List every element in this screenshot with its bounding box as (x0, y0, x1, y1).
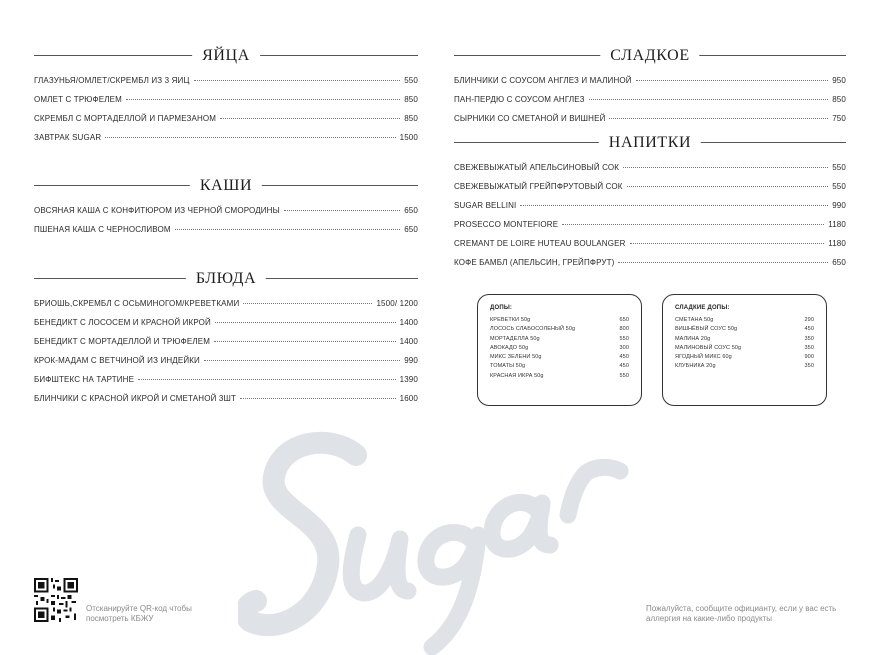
menu-list (34, 76, 418, 152)
item-price: 990 (404, 356, 418, 365)
item-name: БЛИНЧИКИ С КРАСНОЙ ИКРОЙ И СМЕТАНОЙ 3ШТ (34, 394, 236, 403)
item-price: 990 (832, 201, 846, 210)
menu-item (34, 299, 418, 318)
menu-list (454, 163, 846, 277)
addon-row (490, 345, 629, 354)
item-price: 850 (404, 95, 418, 104)
section-header (34, 268, 418, 290)
addons-title: ДОПЫ: (490, 305, 513, 311)
menu-item (34, 95, 418, 114)
item-price: 550 (832, 163, 846, 172)
addon-row (675, 345, 814, 354)
addon-row (490, 373, 629, 382)
item-name: КРОК-МАДАМ С ВЕТЧИНОЙ ИЗ ИНДЕЙКИ (34, 356, 200, 365)
section-title: КАШИ (190, 175, 262, 197)
section-header (454, 132, 846, 154)
addon-price: 550 (619, 335, 629, 342)
item-price: 1500/ 1200 (376, 299, 418, 308)
section-header (34, 45, 418, 67)
addon-row (675, 317, 814, 326)
addon-row (490, 326, 629, 335)
item-name: СЫРНИКИ СО СМЕТАНОЙ И ВИШНЕЙ (454, 114, 606, 123)
menu-item (34, 76, 418, 95)
menu-list (454, 76, 846, 133)
item-price: 950 (832, 76, 846, 85)
item-name: СВЕЖЕВЫЖАТЫЙ ГРЕЙПФРУТОВЫЙ СОК (454, 182, 623, 191)
menu-item (34, 225, 418, 244)
item-price: 850 (832, 95, 846, 104)
section-title: НАПИТКИ (599, 132, 701, 154)
section-title: ЯЙЦА (192, 45, 260, 67)
addon-price: 290 (804, 317, 814, 323)
dot-leader (589, 99, 829, 100)
item-price: 750 (832, 114, 846, 123)
item-name: БИФШТЕКС НА ТАРТИНЕ (34, 375, 135, 384)
addon-name: КРАСНАЯ ИКРА 50g (490, 372, 544, 379)
dot-leader (627, 186, 829, 187)
item-name: ОМЛЕТ С ТРЮФЕЛЕМ (34, 95, 122, 104)
item-name: ПШЕНАЯ КАША С ЧЕРНОСЛИВОМ (34, 225, 171, 234)
item-name: ЗАВТРАК SUGAR (34, 133, 102, 142)
addon-price: 450 (619, 363, 629, 370)
addon-price: 300 (619, 344, 629, 351)
addon-name: ТОМАТЫ 50g (490, 363, 526, 370)
item-name: ОВСЯНАЯ КАША С КОНФИТЮРОМ ИЗ ЧЕРНОЙ СМОРОДИНЫ (34, 206, 280, 215)
item-price: 1180 (828, 220, 846, 229)
addons-box (477, 294, 642, 406)
addon-name: КРЕВЕТКИ 50g (490, 317, 531, 323)
addon-row (675, 336, 814, 345)
dot-leader (243, 303, 372, 304)
menu-item (34, 394, 418, 413)
addon-name: ВИШНЁВЫЙ СОУС 50g (675, 326, 738, 333)
addon-row (675, 326, 814, 335)
dot-leader (618, 262, 828, 263)
dot-leader (284, 210, 400, 211)
addon-name: КЛУБНИКА 20g (675, 363, 716, 370)
menu-item (34, 206, 418, 225)
addon-price: 550 (619, 372, 629, 379)
dot-leader (623, 167, 828, 168)
dot-leader (175, 229, 401, 230)
item-price: 550 (404, 76, 418, 85)
section-header (34, 175, 418, 197)
menu-item (454, 163, 846, 182)
sweet-addons-box (662, 294, 827, 406)
dot-leader (609, 118, 828, 119)
qr-code-icon[interactable] (34, 578, 78, 622)
section-dishes (34, 268, 418, 413)
sweet-addons-title: СЛАДКИЕ ДОПЫ: (675, 305, 730, 311)
section-header (454, 45, 846, 67)
item-price: 1400 (399, 337, 418, 346)
dot-leader (220, 118, 400, 119)
menu-item (454, 201, 846, 220)
item-price: 650 (832, 258, 846, 267)
item-price: 850 (404, 114, 418, 123)
section-eggs (34, 45, 418, 152)
dot-leader (520, 205, 828, 206)
addon-row (490, 363, 629, 372)
dot-leader (630, 243, 825, 244)
addon-price: 650 (619, 317, 629, 323)
item-name: БРИОШЬ,СКРЕМБЛ С ОСЬМИНОГОМ/КРЕВЕТКАМИ (34, 299, 240, 308)
item-name: БЛИНЧИКИ С СОУСОМ АНГЛЕЗ И МАЛИНОЙ (454, 76, 632, 85)
section-title: СЛАДКОЕ (600, 45, 699, 67)
addon-price: 450 (619, 354, 629, 361)
menu-item (454, 239, 846, 258)
section-title: БЛЮДА (186, 268, 266, 290)
dot-leader (138, 379, 396, 380)
addon-name: МАЛИНОВЫЙ СОУС 50g (675, 344, 742, 351)
menu-item (454, 76, 846, 95)
addon-row (675, 363, 814, 372)
item-name: СВЕЖЕВЫЖАТЫЙ АПЕЛЬСИНОВЫЙ СОК (454, 163, 620, 172)
menu-item (34, 114, 418, 133)
dot-leader (240, 398, 396, 399)
item-price: 1400 (399, 318, 418, 327)
addon-row (490, 336, 629, 345)
qr-instruction: Отсканируйте QR-код чтобы посмотреть КБЖУ (86, 604, 192, 623)
addon-price: 900 (804, 354, 814, 361)
section-drinks (454, 132, 846, 277)
item-price: 650 (404, 206, 418, 215)
menu-item (454, 114, 846, 133)
addon-row (490, 354, 629, 363)
item-name: БЕНЕДИКТ С ЛОСОСЕМ И КРАСНОЙ ИКРОЙ (34, 318, 211, 327)
dot-leader (214, 341, 396, 342)
addon-price: 450 (804, 326, 814, 333)
menu-item (454, 182, 846, 201)
item-price: 1600 (399, 394, 418, 403)
dot-leader (105, 137, 395, 138)
item-name: SUGAR BELLINI (454, 201, 517, 210)
menu-item (34, 356, 418, 375)
addon-price: 350 (804, 363, 814, 370)
dot-leader (215, 322, 396, 323)
addon-name: СМЕТАНА 50g (675, 317, 714, 323)
menu-item (454, 258, 846, 277)
menu-item (34, 133, 418, 152)
item-name: ГЛАЗУНЬЯ/ОМЛЕТ/СКРЕМБЛ ИЗ 3 ЯИЦ (34, 76, 190, 85)
dot-leader (204, 360, 400, 361)
menu-item (454, 220, 846, 239)
addon-price: 800 (619, 326, 629, 333)
item-price: 1180 (828, 239, 846, 248)
addon-price: 350 (804, 344, 814, 351)
item-price: 1390 (399, 375, 418, 384)
dot-leader (562, 224, 824, 225)
dot-leader (636, 80, 829, 81)
item-name: CREMANT DE LOIRE HUTEAU BOULANGER (454, 239, 626, 248)
item-name: ПАН-ПЕРДЮ С СОУСОМ АНГЛЕЗ (454, 95, 585, 104)
menu-list (34, 206, 418, 244)
item-price: 550 (832, 182, 846, 191)
addon-price: 350 (804, 335, 814, 342)
section-sweets (454, 45, 846, 133)
dot-leader (194, 80, 401, 81)
addon-name: МИКС ЗЕЛЕНИ 50g (490, 354, 542, 361)
addon-name: ЛОСОСЬ СЛАБОСОЛЕНЫЙ 50g (490, 326, 576, 333)
addon-row (490, 317, 629, 326)
allergy-notice: Пожалуйста, сообщите официанту, если у вас есть аллергия на какие-либо продукты (646, 604, 837, 623)
addon-name: АВОКАДО 50g (490, 344, 529, 351)
item-price: 1500 (399, 133, 418, 142)
section-porridge (34, 175, 418, 244)
addon-row (675, 354, 814, 363)
addon-name: МАЛИНА 20g (675, 335, 711, 342)
item-name: БЕНЕДИКТ С МОРТАДЕЛЛОЙ И ТРЮФЕЛЕМ (34, 337, 211, 346)
menu-item (34, 337, 418, 356)
brand-logo-watermark (238, 415, 648, 655)
menu-list (34, 299, 418, 413)
addon-name: ЯГОДНЫЙ МИКС 60g (675, 354, 732, 361)
menu-item (34, 318, 418, 337)
menu-item (34, 375, 418, 394)
item-name: КОФЕ БАМБЛ (АПЕЛЬСИН, ГРЕЙПФРУТ) (454, 258, 615, 267)
addon-name: МОРТАДЕЛЛА 50g (490, 335, 540, 342)
item-name: PROSECCO MONTEFIORE (454, 220, 559, 229)
item-name: СКРЕМБЛ С МОРТАДЕЛЛОЙ И ПАРМЕЗАНОМ (34, 114, 217, 123)
dot-leader (126, 99, 400, 100)
item-price: 650 (404, 225, 418, 234)
menu-item (454, 95, 846, 114)
